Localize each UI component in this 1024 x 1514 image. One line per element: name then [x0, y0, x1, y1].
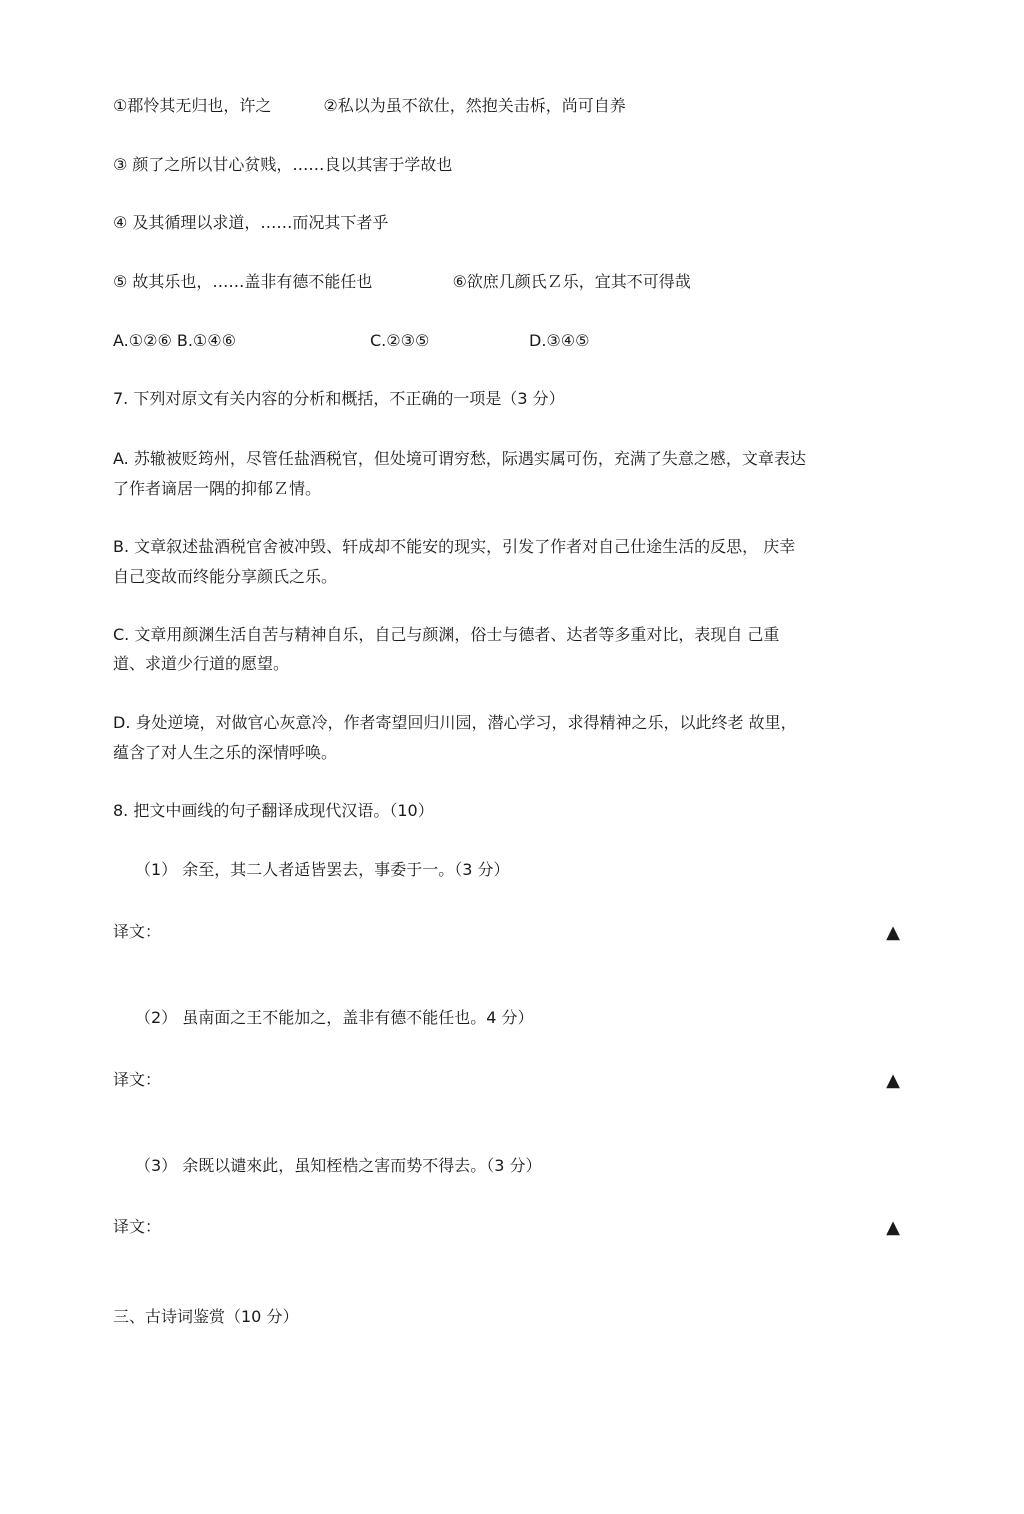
- q6-options-row4: [113, 274, 691, 290]
- q6-choice-c: C.②③⑤: [370, 331, 430, 350]
- q7-option-a-line2: 了作者谪居一隅的抑郁Ｚ情。: [113, 479, 322, 498]
- q6-option-6: ⑥欲庶几颜氏Ｚ乐，宜其不可得哉: [452, 272, 691, 291]
- answer-label-2: 译文：: [113, 1070, 162, 1089]
- q6-options-row1: [113, 98, 626, 114]
- q6-option-3: ③ 颜了之所以甘心贫贱，……良以其害于学故也: [113, 155, 453, 174]
- answer-triangle-2: ▲: [886, 1070, 900, 1091]
- q6-choices: [113, 333, 236, 349]
- q7-stem: 7. 下列对原文有关内容的分析和概括，不正确的一项是（3 分）: [113, 389, 565, 408]
- q7-option-d-line1: D. 身处逆境，对做官心灰意冷，作者寄望回归川园，潜心学习，求得精神之乐，以此终老 故里，: [113, 713, 797, 732]
- q6-choice-d: D.③④⑤: [529, 331, 590, 350]
- q7-option-c-line1: C. 文章用颜渊生活自苦与精神自乐，自己与颜渊，俗士与德者、达者等多重对比，表现自 己重: [113, 625, 780, 644]
- q8-item-1: （1） 余至，其二人者适皆罢去，事委于一。（3 分）: [135, 860, 510, 879]
- q6-option-2: ②私以为虽不欲仕，然抱关击柝，尚可自养: [323, 96, 626, 115]
- answer-triangle-3: ▲: [886, 1217, 900, 1238]
- answer-label-1: 译文：: [113, 922, 162, 941]
- q8-stem: 8. 把文中画线的句子翻译成现代汉语。（10）: [113, 801, 434, 820]
- q7-option-d-line2: 蕴含了对人生之乐的深情呼唤。: [113, 743, 338, 762]
- q8-item-2: （2） 虽南面之王不能加之，盖非有德不能任也。4 分）: [135, 1008, 534, 1027]
- q6-option-4: ④ 及其循理以求道，……而况其下者乎: [113, 213, 389, 232]
- q7-option-a-line1: A. 苏辙被贬筠州，尽管任盐酒税官，但处境可谓穷愁，际遇实属可伤，充满了失意之慼，文章表达: [113, 449, 806, 468]
- q7-option-b-line1: B. 文章叙述盐酒税官舍被冲毁、轩成却不能安的现实，引发了作者对自己仕途生活的反思， 庆幸: [113, 537, 796, 556]
- answer-triangle-1: ▲: [886, 922, 900, 943]
- section-3-heading: 三、古诗词鉴赏（10 分）: [113, 1307, 299, 1326]
- answer-label-3: 译文：: [113, 1217, 162, 1236]
- q6-choice-ab: A.①②⑥ B.①④⑥: [113, 331, 236, 350]
- q8-item-3: （3） 余既以谴來此，虽知桎梏之害而势不得去。（3 分）: [135, 1156, 542, 1175]
- q6-option-1: ①郡怜其无归也，许之: [113, 96, 272, 115]
- q7-option-c-line2: 道、求道少行道的愿望。: [113, 654, 290, 673]
- q6-option-5: ⑤ 故其乐也，……盖非有德不能任也: [113, 272, 373, 291]
- q7-option-b-line2: 自己变故而终能分享颜氏之乐。: [113, 567, 338, 586]
